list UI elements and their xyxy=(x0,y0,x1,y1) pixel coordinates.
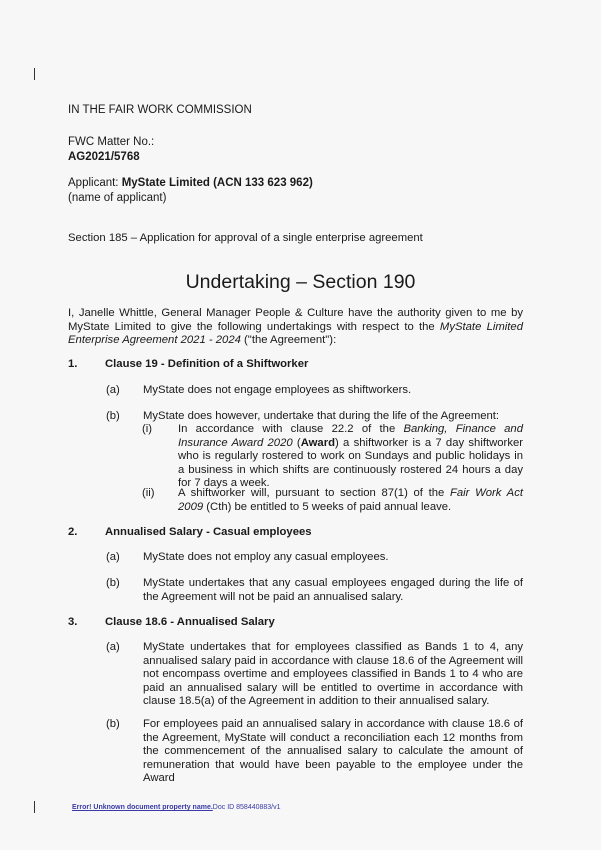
sub-i-part2: ( xyxy=(292,436,301,449)
section-1-number: 1. xyxy=(68,358,78,370)
section-3-heading: Clause 18.6 - Annualised Salary xyxy=(105,616,275,628)
sub-i-part3: ) a shiftworker is a 7 day shiftworker who is regularly rostered to work on Sundays and public holidays in a business in which shifts are continuously rostered 24 hours a day for 7 days a week. xyxy=(178,436,524,490)
section-1-sub-ii-text xyxy=(178,487,523,514)
section-2-item-a-text: MyState does not employ any casual employees. xyxy=(143,551,389,563)
section-1-item-b-text: MyState does however, undertake that during the life of the Agreement: xyxy=(143,410,500,422)
section-1-sub-ii-label: (ii) xyxy=(142,487,155,499)
footer-reference xyxy=(72,804,281,811)
margin-mark-bottom xyxy=(34,801,35,813)
section-1-heading: Clause 19 - Definition of a Shiftworker xyxy=(105,358,309,370)
footer-doc-id: Doc ID 858440883/v1 xyxy=(212,804,281,811)
section-2-item-b-label: (b) xyxy=(106,577,120,589)
applicant-line xyxy=(68,177,313,189)
award-short: Award xyxy=(300,436,336,449)
section-2-item-a-label: (a) xyxy=(106,551,120,563)
section-2-heading: Annualised Salary - Casual employees xyxy=(105,526,312,538)
sub-i-part1: In accordance with clause 22.2 of the xyxy=(178,423,404,435)
court-heading: IN THE FAIR WORK COMMISSION xyxy=(68,104,252,116)
intro-paragraph xyxy=(68,307,523,348)
act-name: Fair Work Act 2009 xyxy=(178,487,523,513)
sub-ii-part2: (Cth) be entitled to 5 weeks of paid annual leave. xyxy=(203,500,452,513)
section-2-number: 2. xyxy=(68,526,78,538)
intro-after: ("the Agreement"): xyxy=(240,334,337,347)
matter-label: FWC Matter No.: xyxy=(68,136,155,148)
applicant-sub: (name of applicant) xyxy=(68,192,167,204)
section-3-number: 3. xyxy=(68,616,78,628)
matter-number: AG2021/5768 xyxy=(68,151,140,163)
intro-agreement: MyState Limited Enterprise Agreement 2021 - 2024 xyxy=(68,320,523,347)
applicant-label: Applicant: xyxy=(68,177,122,189)
footer-error: Error! Unknown document property name. xyxy=(72,804,213,811)
page-title: Undertaking – Section 190 xyxy=(185,271,416,293)
sub-ii-part1: A shiftworker will, pursuant to section 87(1) of the xyxy=(178,487,450,499)
section-1-sub-i-text xyxy=(178,423,523,491)
section-1-item-a-label: (a) xyxy=(106,384,120,396)
award-name: Banking, Finance and Insurance Award 2020 xyxy=(178,423,523,449)
section-3-item-b-label: (b) xyxy=(106,718,120,730)
section-1-item-b-label: (b) xyxy=(106,410,120,422)
section-3-item-a-label: (a) xyxy=(106,641,120,653)
section-2-item-b-text: MyState undertakes that any casual employees engaged during the life of the Agreement will not be paid an annualised salary. xyxy=(143,577,523,603)
section-line: Section 185 – Application for approval of a single enterprise agreement xyxy=(68,232,423,244)
intro-before: I, Janelle Whittle, General Manager People & Culture have the authority given to me by MyState Limited to give the following undertakings with respect to the xyxy=(68,307,523,333)
section-1-sub-i-label: (i) xyxy=(142,423,153,435)
section-1-item-a-text: MyState does not engage employees as shiftworkers. xyxy=(143,384,412,396)
section-3-item-a-text: MyState undertakes that for employees classified as Bands 1 to 4, any annualised salary paid in accordance with clause 18.6 of the Agreement will not encompass overtime and employees classified in Bands 1 to 4 who are paid an annualised salary will be entitled to overtime in accordance with clause 18.5(a) of the Agreement in addition to their annualised salary. xyxy=(143,641,523,708)
section-3-item-b-text: For employees paid an annualised salary in accordance with clause 18.6 of the Agreement, MyState will conduct a reconciliation each 12 months from the commencement of the annualised salary to calculate the amount of remuneration that would have been payable to the employee under the Award xyxy=(143,718,523,785)
applicant-name: MyState Limited (ACN 133 623 962) xyxy=(121,177,313,189)
margin-mark-top xyxy=(34,68,35,80)
